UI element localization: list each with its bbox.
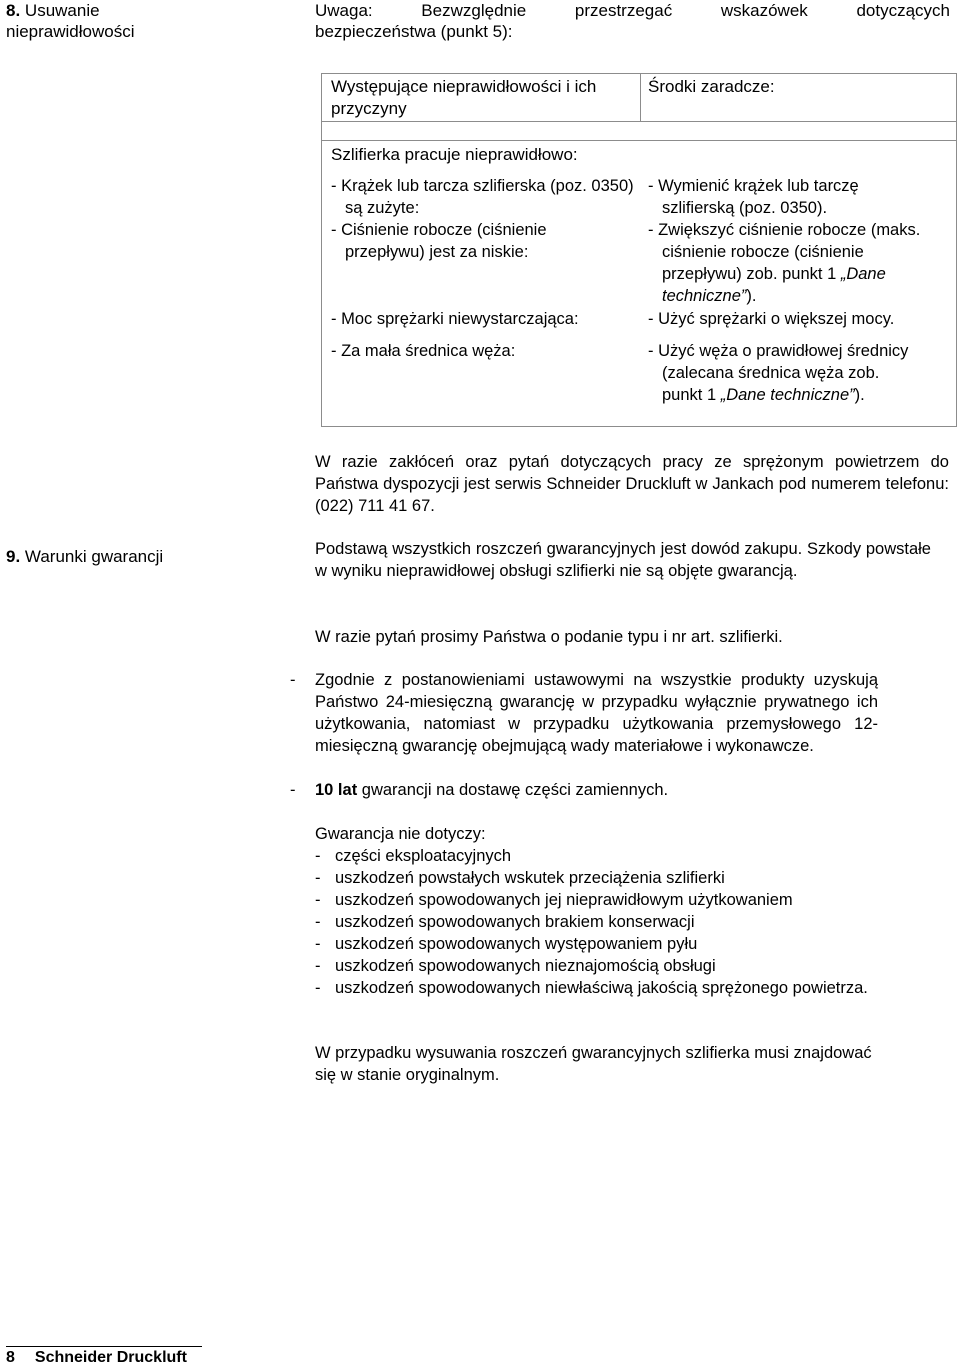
warranty-paragraph-1: Podstawą wszystkich roszczeń gwarancyjnych jest dowód zakupu. Szkody powstałe w wyniku nieprawidłowej obsługi szlifierki nie są objęte gwarancją. [315, 540, 931, 580]
service-note: W razie zakłóceń oraz pytań dotyczących pracy ze sprężonym powietrzem do Państwa dyspozycji jest serwis Schneider Druckluft w Jankach pod numerem telefonu: (022) 711 41 67. [315, 453, 949, 515]
remedy-replace-disc: - Wymienić krążek lub tarczę szlifierską (poz. 0350). [648, 177, 859, 217]
warranty-bullet-2-rest: gwarancji na dostawę części zamiennych. [357, 781, 669, 799]
safety-note-line2: bezpieczeństwa (punkt 5): [315, 22, 513, 41]
exclusion-text: uszkodzeń spowodowanych brakiem konserwacji [335, 913, 695, 931]
remedy-larger-compressor: - Użyć sprężarki o większej mocy. [648, 310, 895, 328]
final-note: W przypadku wysuwania roszczeń gwarancyjnych szlifierka musi znajdować się w stanie oryginalnym. [315, 1044, 872, 1084]
remedy-correct-hose-ref: „Dane techniczne” [720, 386, 855, 404]
remedy-increase-pressure-end: ). [746, 287, 757, 305]
section-number: 9. [6, 547, 21, 566]
section-8-heading [6, 0, 296, 42]
warranty-years: 10 lat [315, 781, 358, 799]
warranty-bullet-2-text [315, 779, 880, 801]
section-number: 8. [6, 1, 21, 20]
bullet-dash: - [315, 869, 321, 887]
bullet-dash: - [315, 935, 321, 953]
page-number: 8 [6, 1349, 15, 1366]
remedy-increase-pressure-ref: „Dane techniczne” [662, 265, 886, 305]
remedy-correct-hose [648, 340, 917, 406]
table-group-title: Szlifierka pracuje nieprawidłowo: [331, 145, 578, 164]
bullet-dash: - [315, 957, 321, 975]
table-header-remedies: Środki zaradcze: [648, 77, 775, 96]
exclusion-text: uszkodzeń spowodowanych występowaniem pyłu [335, 935, 698, 953]
bullet-dash: - [315, 847, 321, 865]
remedy-increase-pressure-text: - Zwiększyć ciśnienie robocze (maks. ciśnienie robocze (ciśnienie przepływu) zob. punkt 1 [648, 221, 921, 283]
remedy-increase-pressure [648, 219, 947, 307]
section-title: Warunki gwarancji [24, 547, 164, 566]
warranty-paragraph-2: W razie pytań prosimy Państwa o podanie typu i nr art. szlifierki. [315, 628, 783, 646]
exclusion-text: uszkodzeń spowodowanych nieznajomością obsługi [335, 957, 716, 975]
safety-note-line1: Uwaga: Bezwzględnie przestrzegać wskazówek dotyczących [315, 1, 950, 20]
remedy-correct-hose-text: - Użyć węża o prawidłowej średnicy (zalecana średnica węża zob. punkt 1 [648, 342, 909, 404]
section-title-line1: Usuwanie [24, 1, 100, 20]
fault-low-pressure: - Ciśnienie robocze (ciśnienie przepływu) jest za niskie: [331, 221, 547, 261]
table-header-causes: Występujące nieprawidłowości i ich przyczyny [331, 77, 597, 118]
exclusion-text: uszkodzeń spowodowanych niewłaściwą jakością sprężonego powietrza. [335, 979, 868, 997]
warranty-bullet-1-text: Zgodnie z postanowieniami ustawowymi na wszystkie produkty uzyskują Państwo 24-miesięczną gwarancję w przypadku wyłącznie prywatnego ich użytkowania, natomiast w przypadku użytkowania przemysłowego 12-miesięczną gwarancję obejmującą wady materiałowe i wykonawcze. [315, 671, 878, 755]
fault-worn-disc: - Krążek lub tarcza szlifierska (poz. 0350) są zużyte: [331, 177, 634, 217]
table-header-divider [322, 121, 956, 122]
safety-note [315, 0, 950, 42]
exclusions-title: Gwarancja nie dotyczy: [315, 825, 486, 843]
fault-compressor-power: - Moc sprężarki niewystarczająca: [331, 310, 579, 328]
exclusion-text: części eksploatacyjnych [335, 847, 512, 865]
fault-hose-diameter: - Za mała średnica węża: [331, 342, 516, 360]
table-spacer-divider [322, 140, 956, 141]
bullet-dash: - [290, 781, 296, 799]
section-9-heading [6, 546, 296, 568]
section-title-line2: nieprawidłowości [6, 22, 135, 41]
bullet-dash: - [315, 979, 321, 997]
exclusion-text: uszkodzeń powstałych wskutek przeciążenia szlifierki [335, 869, 725, 887]
bullet-dash: - [315, 913, 321, 931]
bullet-dash: - [290, 671, 296, 689]
table-column-divider [640, 74, 641, 121]
troubleshooting-table [321, 73, 957, 427]
exclusion-text: uszkodzeń spowodowanych jej nieprawidłowym użytkowaniem [335, 891, 793, 909]
page-footer [6, 1347, 187, 1369]
remedy-correct-hose-end: ). [854, 386, 865, 404]
footer-brand: Schneider Druckluft [34, 1349, 187, 1366]
bullet-dash: - [315, 891, 321, 909]
